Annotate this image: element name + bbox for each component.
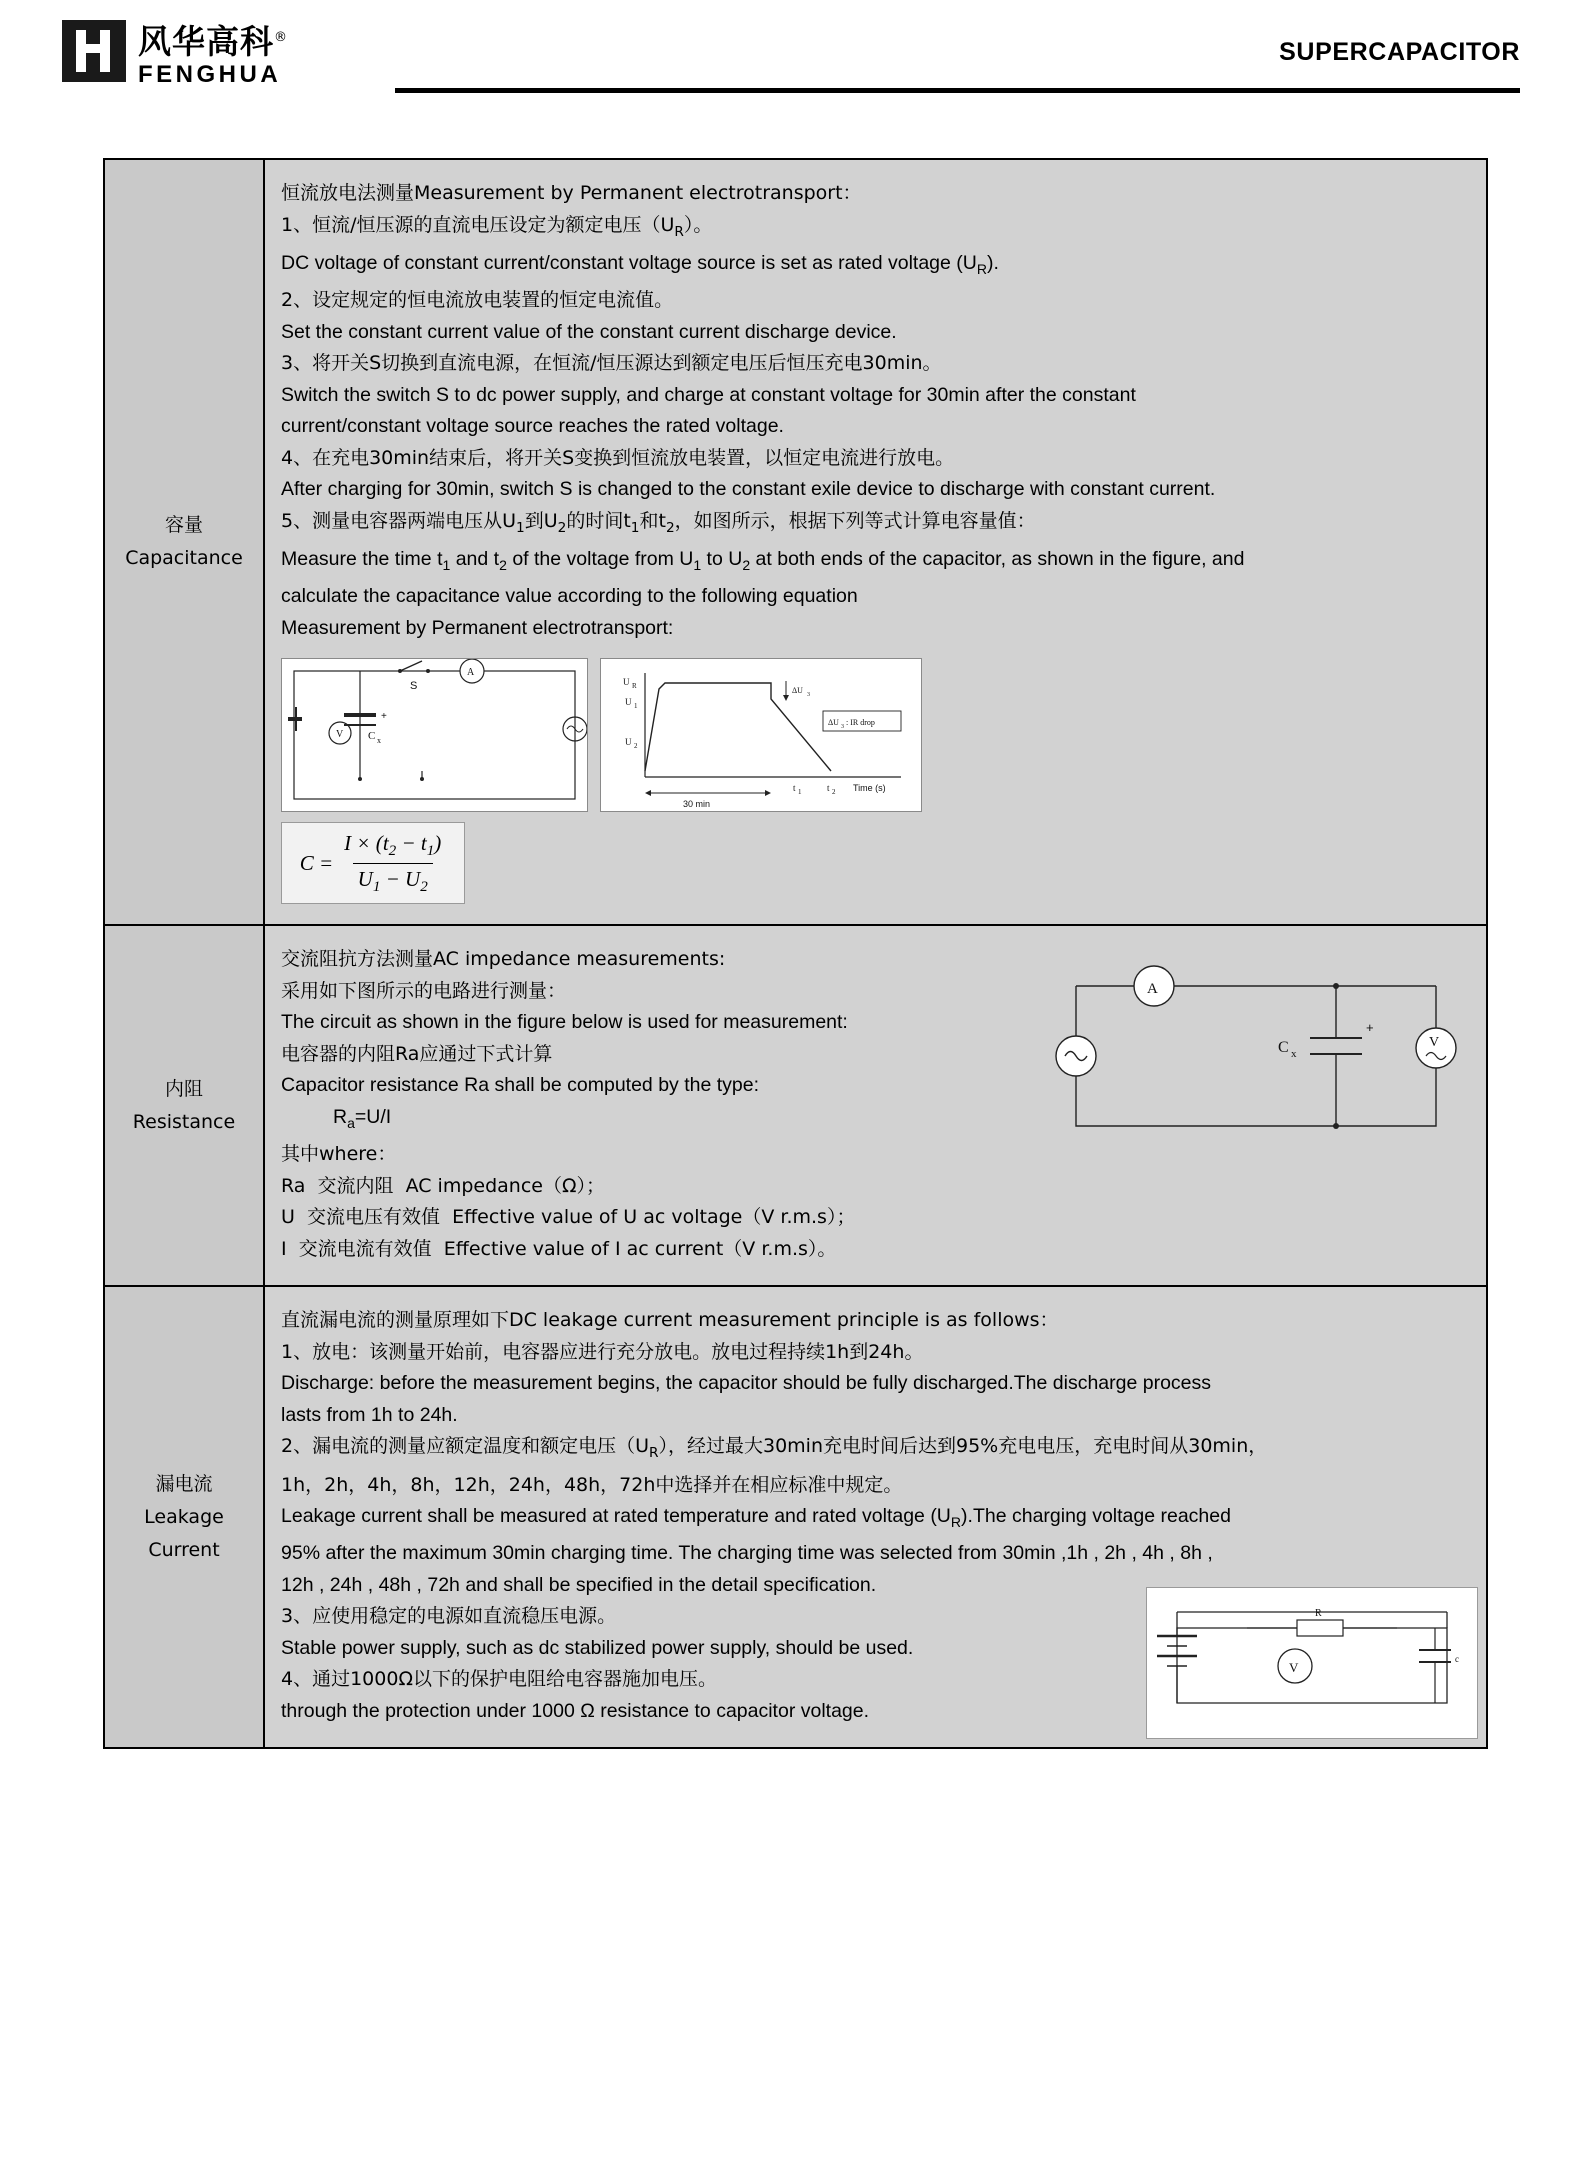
svg-text:: IR drop: : IR drop (846, 718, 875, 728)
svg-text:V: V (1429, 1035, 1440, 1051)
svg-text:30 min: 30 min (683, 799, 711, 810)
text-line: Leakage current shall be measured at rated temperature and rated voltage $(U_R).The$ charging voltage reached (281, 1505, 1231, 1530)
row-body-capacitance (264, 159, 1487, 925)
constant-current-circuit-diagram (281, 658, 588, 812)
svg-text:x: x (377, 736, 381, 746)
svg-text:R: R (1315, 1608, 1322, 1620)
formula-lhs: C = (299, 850, 334, 875)
label-en: Capacitance (125, 547, 243, 570)
label-en-2: Current (148, 1538, 220, 1561)
svg-text:C: C (1278, 1039, 1289, 1057)
ac-impedance-circuit-diagram (1046, 946, 1466, 1151)
svg-text:R: R (632, 682, 637, 691)
circuit-svg (282, 659, 587, 811)
text-line: 2、漏电流的测量应额定温度和额定电压$(U_R)$，经过最大30min充电时间后达到95%充电电压，充电时间从30min， (281, 1435, 1268, 1462)
svg-text:3: 3 (807, 692, 810, 699)
text-line: Discharge: before the measurement begins, the capacitor should be fully discharged.The discharge process (281, 1372, 1212, 1395)
leakage-current-circuit-diagram (1146, 1587, 1478, 1739)
text-line: 95% after the maximum 30min charging time. The charging time was selected from 30min ,1h , 2h , 4h , 8h , (281, 1542, 1213, 1565)
svg-text:+: + (1366, 1020, 1374, 1036)
text-line: 4、在充电30min结束后，将开关S变换到恒流放电装置，以恒定电流进行放电。 (281, 446, 955, 469)
table-row-leakage-current (104, 1286, 1487, 1748)
text-line: Switch the switch S to dc power supply, and charge at constant voltage for 30min after the constant (281, 383, 1136, 406)
brand-logo (62, 20, 288, 88)
leakage-circuit-svg (1147, 1588, 1477, 1738)
specification-table (103, 158, 1488, 1749)
text-line: Capacitor resistance Ra shall be computed by the type: (281, 1074, 760, 1097)
svg-text:x: x (1291, 1048, 1297, 1061)
text-line: 3、应使用稳定的电源如直流稳压电源。 (281, 1605, 617, 1628)
text-line: 2、设定规定的恒电流放电装置的恒定电流值。 (281, 289, 674, 312)
fenghua-logo-icon (62, 20, 126, 82)
svg-text:2: 2 (634, 742, 638, 751)
svg-text:Time (s): Time (s) (853, 783, 886, 794)
svg-text:1: 1 (798, 788, 802, 797)
text-line: 12h , 24h , 48h , 72h and shall be specified in the detail specification. (281, 1573, 877, 1596)
svg-text:+: + (381, 711, 387, 723)
text-line: current/constant voltage source reaches the rated voltage. (281, 415, 784, 438)
text-line: 1、放电：该测量开始前，电容器应进行充分放电。放电过程持续1h到24h。 (281, 1340, 924, 1363)
logo-text-block (138, 20, 288, 88)
logo-english-name: FENGHUA (138, 61, 282, 88)
svg-text:ΔU: ΔU (792, 686, 803, 696)
registered-trademark-icon: ® (274, 30, 288, 45)
formula-expression (300, 830, 447, 897)
table-row-capacitance (104, 159, 1487, 925)
text-line: 直流漏电流的测量原理如下DC leakage current measurement principle is as follows： (281, 1309, 1059, 1332)
text-line: 其中where： (281, 1143, 397, 1166)
row-body-leakage-current (264, 1286, 1487, 1748)
text-line: 恒流放电法测量Measurement by Permanent electrotransport： (281, 182, 862, 204)
svg-text:U: U (623, 677, 630, 688)
text-line: Measurement by Permanent electrotransport: (281, 616, 674, 639)
text-line: Stable power supply, such as dc stabilized power supply, should be used. (281, 1636, 914, 1659)
text-line: 1h，2h，4h，8h，12h，24h，48h，72h中选择并在相应标准中规定。 (281, 1473, 903, 1496)
table-row-resistance (104, 925, 1487, 1286)
svg-text:U: U (625, 697, 632, 708)
text-line: DC voltage of constant current/constant voltage source is set as rated voltage $(U_R)$. (281, 251, 999, 277)
label-cn: 内阻 (164, 1077, 203, 1100)
svg-text:S: S (410, 680, 418, 693)
text-line: 5、测量电容器两端电压从$U_1$到$U_2$的时间$t_1$和$t_2$，如图所示，根据下列等式计算电容量值： (281, 509, 1036, 536)
text-line: 采用如下图所示的电路进行测量： (281, 979, 567, 1002)
text-line-formula: $R_a=U/I$ (333, 1105, 392, 1131)
logo-bar-shape (76, 44, 110, 53)
svg-text:U: U (625, 737, 632, 748)
svg-text:1: 1 (634, 702, 638, 711)
row-label-leakage-current (104, 1286, 264, 1748)
text-line: lasts from 1h to 24h. (281, 1403, 458, 1426)
text-line: The circuit as shown in the figure below is used for measurement: (281, 1011, 848, 1034)
text-line: U 交流电压有效值 Effective value of U ac voltage（V r.m.s）； (281, 1206, 856, 1229)
svg-text:t: t (793, 783, 796, 794)
label-cn: 容量 (164, 514, 203, 537)
label-en: Resistance (132, 1110, 236, 1133)
row-label-capacitance (104, 159, 264, 925)
text-line: 4、通过1000Ω以下的保护电阻给电容器施加电压。 (281, 1668, 717, 1691)
text-line: After charging for 30min, switch S is changed to the constant exile device to discharge with constant current. (281, 478, 1216, 501)
label-en: Leakage (144, 1505, 224, 1528)
svg-text:ΔU: ΔU (828, 718, 839, 728)
text-line: through the protection under 1000 Ω resistance to capacitor voltage. (281, 1699, 870, 1722)
text-line: 3、将开关S切换到直流电源，在恒流/恒压源达到额定电压后恒压充电30min。 (281, 352, 942, 375)
capacitance-formula (281, 822, 465, 904)
svg-text:V: V (336, 729, 344, 741)
svg-text:V: V (1289, 1660, 1299, 1676)
text-line: I 交流电流有效值 Effective value of I ac current（V r.m.s）。 (281, 1237, 837, 1260)
logo-chinese-name: 风华高科® (138, 22, 288, 61)
formula-fraction (339, 830, 446, 897)
text-line: 1、恒流/恒压源的直流电压设定为额定电压$(U_R)$。 (281, 213, 713, 240)
capacitance-figures (281, 658, 1466, 812)
ac-circuit-svg (1046, 946, 1466, 1151)
text-line: calculate the capacitance value according to the following equation (281, 585, 858, 608)
svg-text:C: C (368, 730, 376, 743)
text-line: Ra 交流内阻 AC impedance（Ω）； (281, 1174, 605, 1197)
svg-text:A: A (1147, 981, 1158, 998)
header-divider (395, 88, 1520, 93)
page-header (0, 0, 1582, 120)
text-line: 电容器的内阻Ra应通过下式计算 (281, 1042, 553, 1065)
row-body-resistance (264, 925, 1487, 1286)
formula-denominator: $U_1 - U_2$ (353, 863, 433, 897)
svg-text:A: A (467, 667, 475, 679)
formula-numerator: $I \times (t_2 - t_1)$ (344, 830, 442, 859)
svg-text:3: 3 (841, 724, 844, 731)
row-label-resistance (104, 925, 264, 1286)
text-line: Set the constant current value of the constant current discharge device. (281, 320, 897, 343)
label-cn: 漏电流 (155, 1472, 213, 1495)
charge-discharge-graph (600, 658, 922, 812)
graph-svg (601, 659, 921, 811)
svg-text:c: c (1455, 1654, 1459, 1665)
text-line: 交流阻抗方法测量AC impedance measurements: (281, 948, 726, 971)
svg-text:2: 2 (832, 788, 836, 797)
text-line: Measure the time $t_1$ and $t_2$ of the voltage from $U_1$ to $U_2$ at both ends of the capacitor, as shown in the figure, and (281, 547, 1245, 573)
svg-text:t: t (827, 783, 830, 794)
page-title: SUPERCAPACITOR (1279, 38, 1520, 66)
